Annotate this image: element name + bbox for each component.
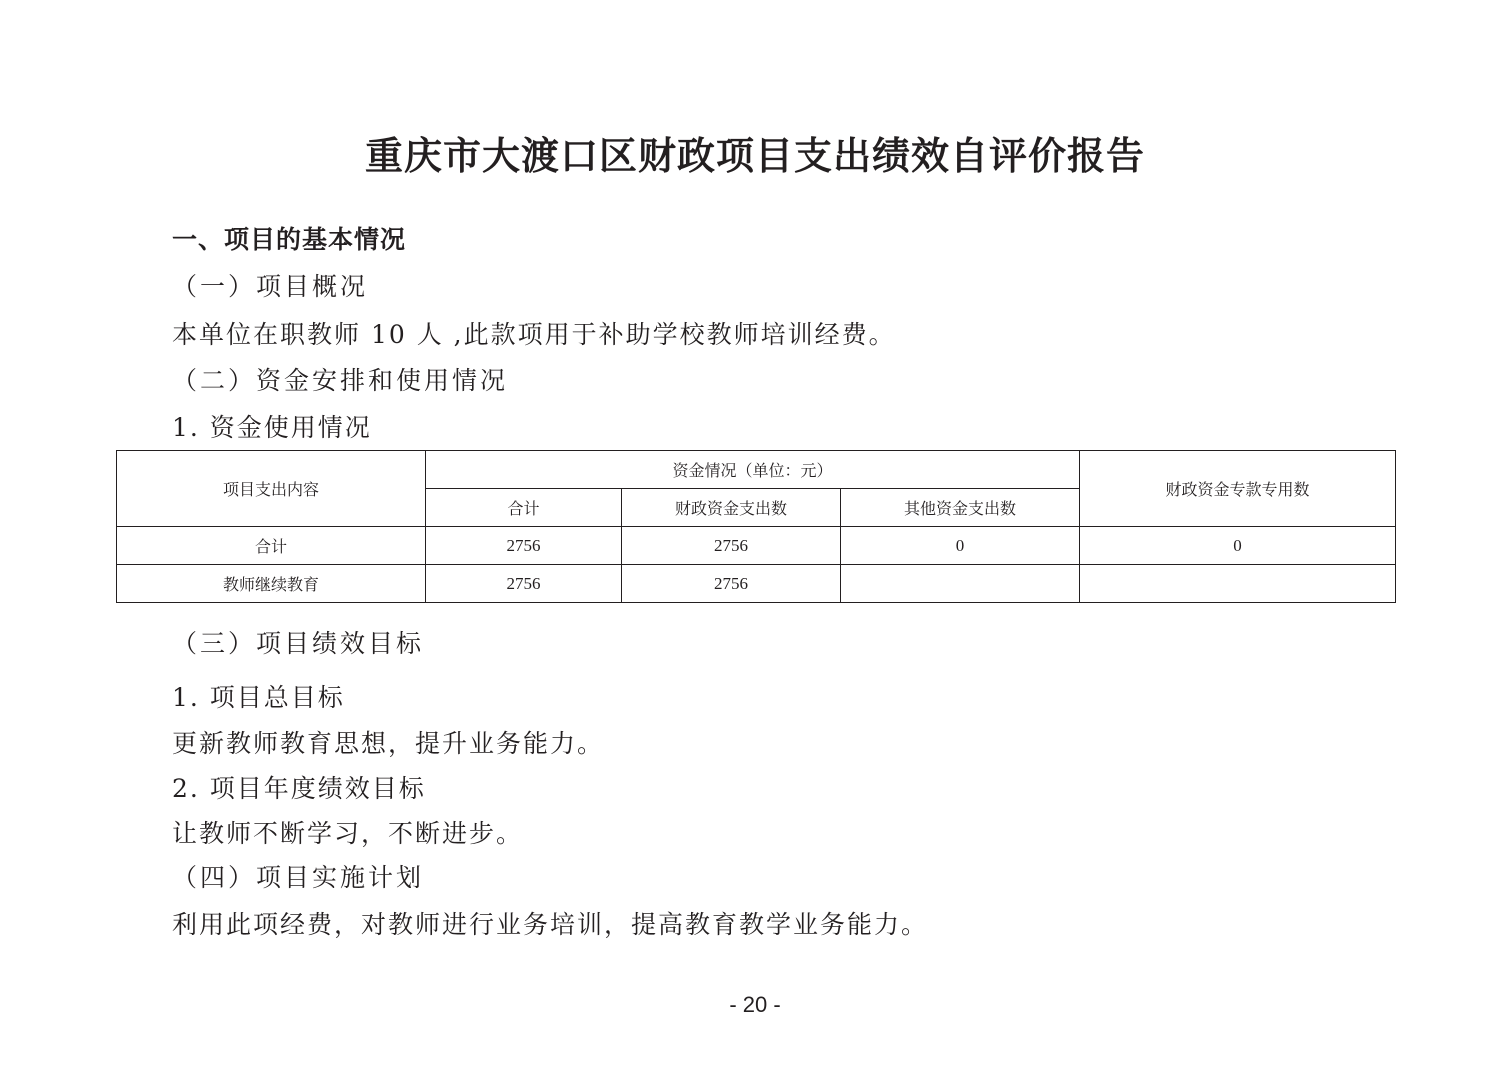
- header-special-use: 财政资金专款专用数: [1080, 451, 1396, 527]
- subsection-heading-goals: （三）项目绩效目标: [172, 629, 425, 658]
- table-row: [117, 527, 1396, 565]
- goal-total-heading: 1. 项目总目标: [172, 683, 345, 712]
- header-total: 合计: [426, 489, 622, 527]
- cell-special: [1080, 565, 1396, 603]
- plan-paragraph: 利用此项经费，对教师进行业务培训，提高教育教学业务能力。: [172, 910, 929, 939]
- cell-other: [841, 565, 1080, 603]
- header-item-content: 项目支出内容: [117, 451, 426, 527]
- goal-annual-paragraph: 让教师不断学习，不断进步。: [172, 819, 524, 848]
- header-other-spend: 其他资金支出数: [841, 489, 1080, 527]
- cell-total: 2756: [426, 565, 622, 603]
- cell-item: 合计: [117, 527, 426, 565]
- table-header-row: [117, 451, 1396, 489]
- subsection-heading-plan: （四）项目实施计划: [172, 863, 425, 892]
- funding-table: [116, 450, 1396, 603]
- goal-annual-heading: 2. 项目年度绩效目标: [172, 774, 426, 803]
- cell-total: 2756: [426, 527, 622, 565]
- cell-special: 0: [1080, 527, 1396, 565]
- cell-fiscal: 2756: [622, 565, 841, 603]
- subsection-heading-funding: （二）资金安排和使用情况: [172, 366, 509, 395]
- page-number: - 20 -: [729, 992, 781, 1017]
- goal-total-paragraph: 更新教师教育思想，提升业务能力。: [172, 729, 605, 758]
- overview-paragraph: 本单位在职教师 10 人 ,此款项用于补助学校教师培训经费。: [172, 320, 896, 349]
- header-funds-group: 资金情况（单位：元）: [426, 451, 1080, 489]
- header-fiscal-spend: 财政资金支出数: [622, 489, 841, 527]
- section-heading-basic-info: 一、项目的基本情况: [172, 225, 407, 254]
- document-title: 重庆市大渡口区财政项目支出绩效自评价报告: [364, 133, 1145, 178]
- cell-fiscal: 2756: [622, 527, 841, 565]
- cell-item: 教师继续教育: [117, 565, 426, 603]
- table-row: [117, 565, 1396, 603]
- subsection-heading-overview: （一）项目概况: [172, 272, 369, 301]
- cell-other: 0: [841, 527, 1080, 565]
- funding-usage-heading: 1. 资金使用情况: [172, 413, 372, 442]
